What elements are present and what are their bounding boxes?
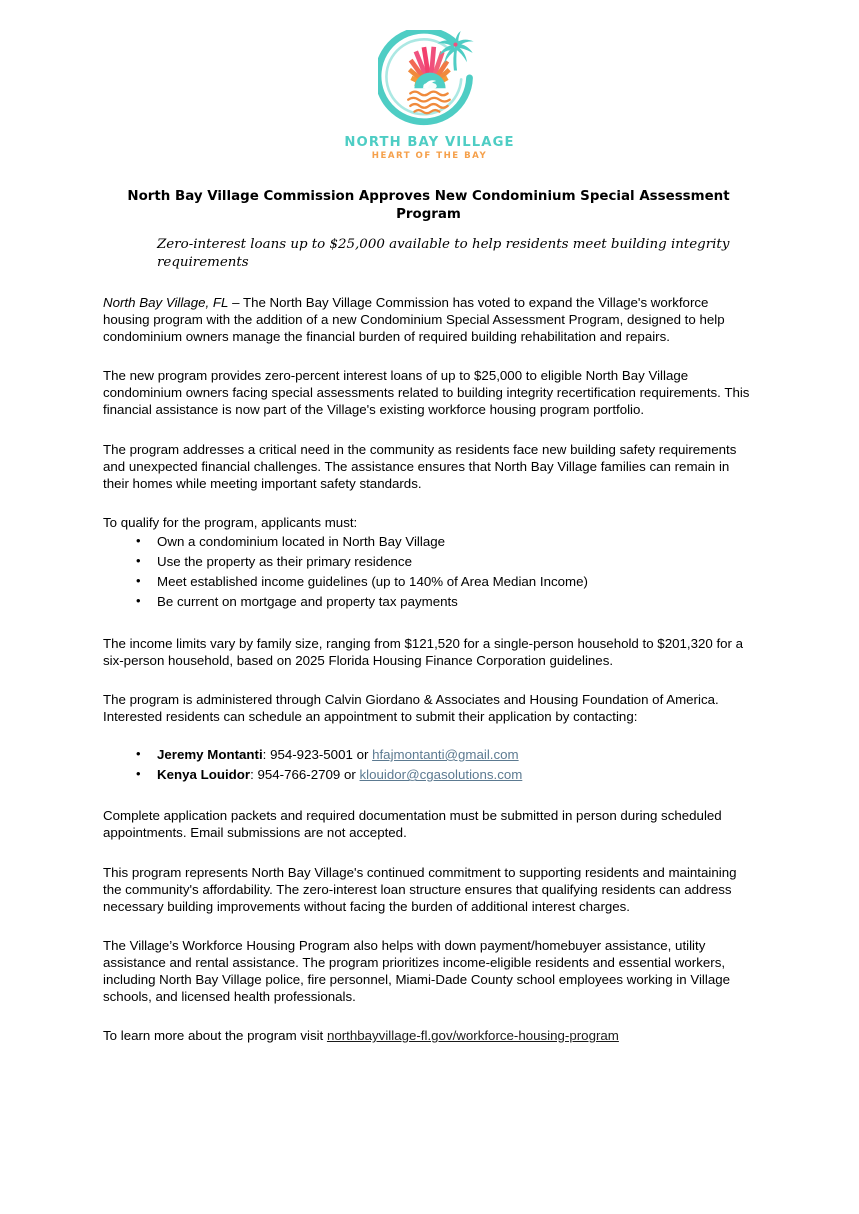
paragraph-income-limits: The income limits vary by family size, ranging from $121,520 for a single-person household to $201,320 for a six-person household, based on 2025 Florida Housing Finance Corporation guidelines. bbox=[103, 635, 744, 668]
dateline-dash: – bbox=[228, 295, 243, 311]
qualify-lead-in: To qualify for the program, applicants must: bbox=[103, 514, 358, 530]
contact-phone: 954-923-5001 bbox=[270, 746, 353, 762]
program-website-link[interactable]: northbayvillage-fl.gov/workforce-housing-program bbox=[326, 1028, 619, 1044]
press-release-headline: North Bay Village Commission Approves New Condominium Special Assessment Program bbox=[127, 189, 730, 222]
contact-name: Jeremy Montanti bbox=[157, 746, 263, 762]
contact-separator: : bbox=[262, 746, 271, 762]
learn-more-prefix: To learn more about the program visit bbox=[103, 1028, 327, 1044]
press-release-subhead: Zero-interest loans up to $25,000 available to help residents meet building integrity requirements bbox=[157, 237, 730, 271]
paragraph-community-need: The program addresses a critical need in the community as residents face new building safety requirements and unexpected financial challenges. The assistance ensures that North Bay Village families can remain in their homes while meeting important safety standards. bbox=[103, 441, 737, 491]
paragraph-loan-details: The new program provides zero-percent interest loans of up to $25,000 to eligible North Bay Village condominium owners facing special assessments related to building integrity recertification requirements. This financial assistance is now part of the Village's existing workforce housing program portfolio. bbox=[103, 368, 750, 418]
paragraph-intro-text: The North Bay Village Commission has voted to expand the Village's workforce housing program with the addition of a new Condominium Special Assessment Program, designed to help condominium owners manage the financial burden of required building rehabilitation and repairs. bbox=[103, 295, 725, 345]
paragraph-learn-more bbox=[103, 1027, 754, 1044]
qualification-list bbox=[103, 532, 754, 613]
list-item bbox=[103, 745, 754, 765]
list-item: • Be current on mortgage and property tax payments bbox=[103, 592, 754, 612]
list-item: • Use the property as their primary residence bbox=[103, 552, 754, 572]
contact-separator: : bbox=[250, 767, 258, 783]
contact-phone: 954-766-2709 bbox=[257, 767, 341, 783]
paragraph-application-packets: Complete application packets and required documentation must be submitted in person during scheduled appointments. Email submissions are not accepted. bbox=[103, 808, 722, 841]
paragraph-administration: The program is administered through Calvin Giordano & Associates and Housing Foundation of America. Interested residents can schedule an appointment to submit their application by contacting: bbox=[103, 691, 719, 724]
dateline: North Bay Village, FL bbox=[103, 295, 229, 311]
document-body bbox=[103, 188, 754, 1044]
logo-tagline-text: HEART OF THE BAY bbox=[371, 151, 488, 162]
logo-block bbox=[0, 0, 859, 161]
paragraph-intro bbox=[103, 294, 754, 345]
contact-email-link[interactable]: hfajmontanti@gmail.com bbox=[372, 746, 519, 762]
north-bay-village-logo-icon bbox=[378, 30, 482, 134]
contact-conjunction: or bbox=[340, 767, 360, 783]
logo-name-text: NORTH BAY VILLAGE bbox=[344, 135, 515, 150]
contact-list bbox=[103, 745, 754, 785]
contact-name: Kenya Louidor bbox=[157, 767, 251, 783]
list-item bbox=[103, 765, 754, 785]
list-item: • Meet established income guidelines (up to 140% of Area Median Income) bbox=[103, 572, 754, 592]
contact-conjunction: or bbox=[352, 746, 373, 762]
contact-email-link[interactable]: klouidor@cgasolutions.com bbox=[359, 767, 523, 783]
logo-wordmark bbox=[344, 136, 514, 161]
list-item: • Own a condominium located in North Bay Village bbox=[103, 532, 754, 552]
paragraph-commitment: This program represents North Bay Village's continued commitment to supporting residents and maintaining the community's affordability. The zero-interest loan structure ensures that qualifying residents can address necessary building improvements without facing the burden of additional interest charges. bbox=[103, 864, 737, 914]
paragraph-workforce-housing: The Village’s Workforce Housing Program also helps with down payment/homebuyer assistance, utility assistance and rental assistance. The program prioritizes income-eligible residents and essential workers, including North Bay Village police, fire personnel, Miami-Dade County school employees working in Village schools, and licensed health professionals. bbox=[103, 937, 731, 1004]
